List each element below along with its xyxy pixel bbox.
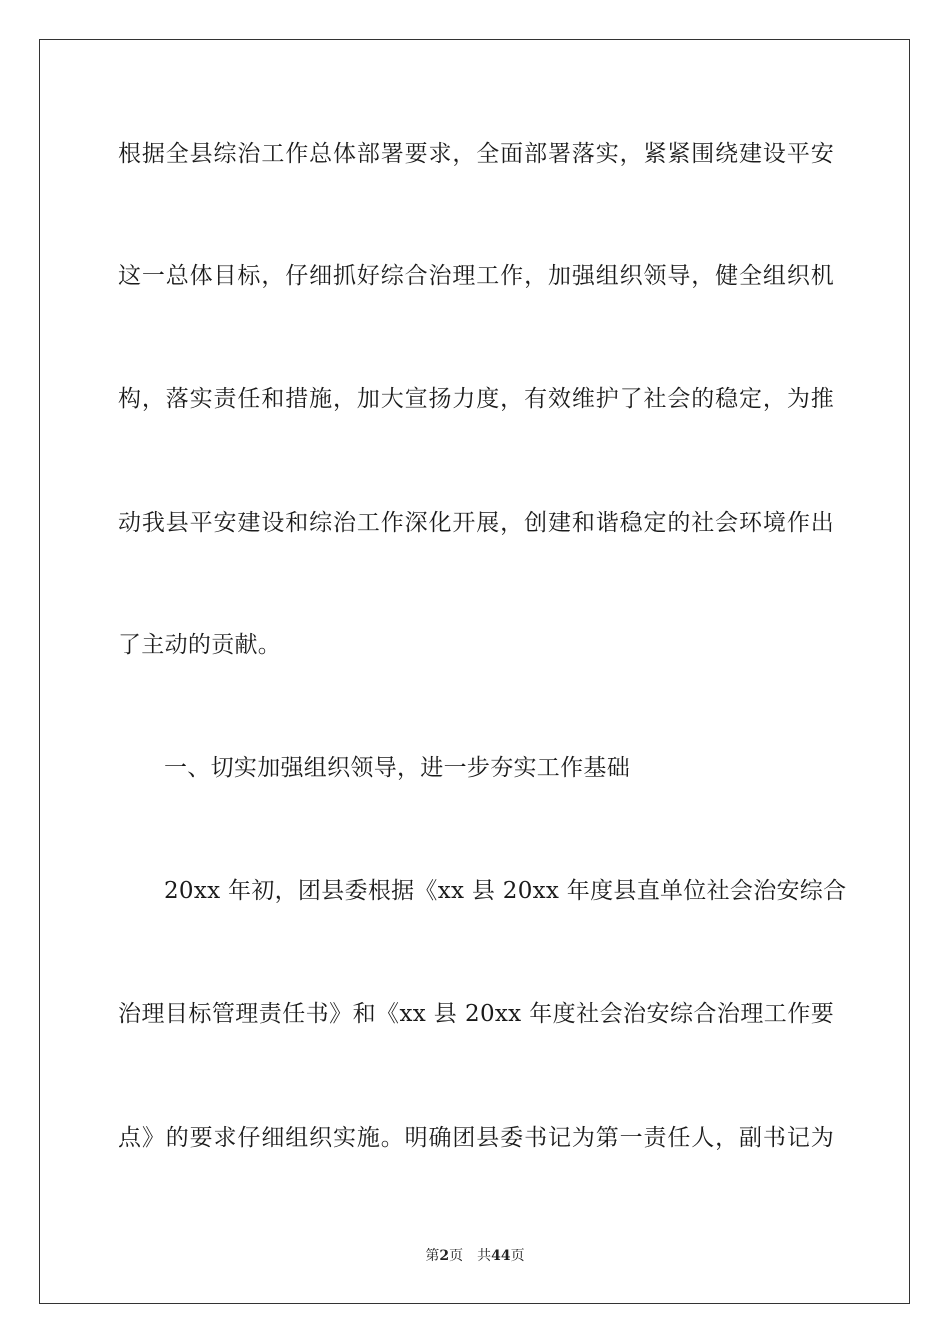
page-suffix: 页 (449, 1248, 464, 1264)
total-prefix: 共 (477, 1248, 492, 1264)
paragraph-line: 点》的要求仔细组织实施。明确团县委书记为第一责任人，副书记为 (118, 1125, 834, 1151)
total-suffix: 页 (510, 1248, 525, 1264)
page-number: 2 (439, 1248, 450, 1264)
page-prefix: 第 (425, 1248, 440, 1264)
paragraph-line: 构，落实责任和措施，加大宣扬力度，有效维护了社会的稳定，为推 (118, 386, 834, 412)
paragraph-line: 动我县平安建设和综治工作深化开展，创建和谐稳定的社会环境作出 (118, 510, 834, 536)
page-border (39, 39, 910, 1304)
section-heading: 一、切实加强组织领导，进一步夯实工作基础 (164, 755, 630, 781)
page-footer (0, 1247, 950, 1265)
paragraph-line: 了主动的贡献。 (118, 632, 282, 658)
paragraph-line: 20xx 年初，团县委根据《xx 县 20xx 年度县直单位社会治安综合 (164, 878, 847, 904)
paragraph-line: 这一总体目标，仔细抓好综合治理工作，加强组织领导，健全组织机 (118, 263, 834, 289)
paragraph-line: 治理目标管理责任书》和《xx 县 20xx 年度社会治安综合治理工作要 (118, 1001, 834, 1027)
total-pages: 44 (491, 1248, 511, 1264)
paragraph-line: 根据全县综治工作总体部署要求，全面部署落实，紧紧围绕建设平安 (118, 141, 834, 167)
